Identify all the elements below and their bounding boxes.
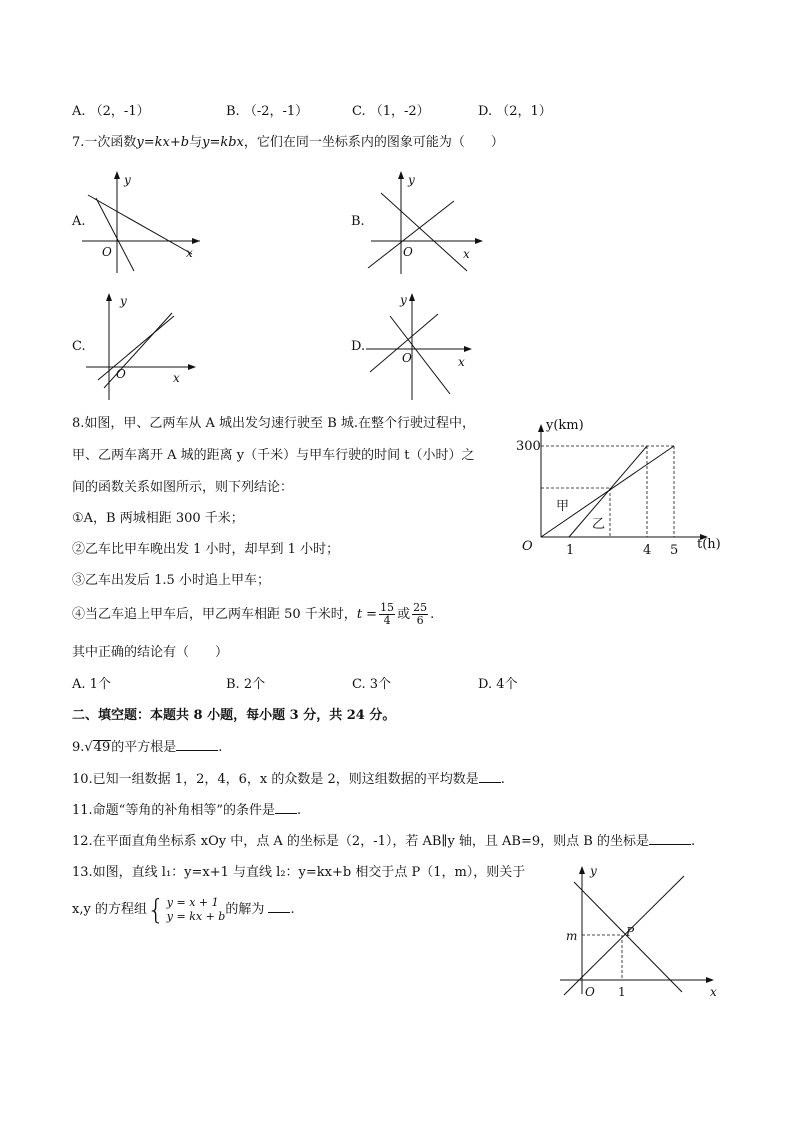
q13-intersection-graph — [556, 862, 736, 1002]
origin-label: O — [116, 367, 126, 381]
line-yi — [569, 446, 647, 537]
series-label-yi: 乙 — [592, 517, 606, 532]
answer-blank — [176, 738, 218, 751]
origin-label: O — [403, 245, 413, 259]
chart-y-tick-300: 300 — [516, 439, 541, 454]
q6-option-d: D. （2，1） — [478, 104, 552, 119]
q10: 10.已知一组数据 1，2，4，6，x 的众数是 2，则这组数据的平均数是 . — [72, 772, 505, 787]
chart-x-label: t(h) — [697, 537, 721, 552]
q8-line2: 甲、乙两车离开 A 城的距离 y（千米）与甲车行驶的时间 t（小时）之 — [72, 448, 475, 463]
q7-graph-a — [82, 168, 212, 278]
q8-distance-time-graph — [514, 412, 744, 562]
q8-line3: 间的函数关系如图所示，则下列结论： — [72, 480, 294, 495]
q6-option-a: A. （2，-1） — [72, 104, 150, 119]
axis-y-label: y — [120, 294, 127, 308]
axis-y-label: y — [400, 293, 407, 307]
fraction-15-4: $\frac{15}{4}$ — [380, 601, 395, 627]
equation-system: y = x + 1 y = kx + b — [166, 895, 226, 923]
axis-x-label: x — [710, 985, 717, 999]
origin-label: O — [585, 985, 595, 999]
answer-blank — [268, 900, 290, 913]
axis-x-label: x — [186, 246, 193, 260]
answer-blank — [479, 770, 501, 783]
origin-label: O — [402, 351, 412, 365]
q7-label-b: B. — [351, 214, 365, 229]
q8-conclusion-3: ③乙车出发后 1.5 小时追上甲车； — [72, 573, 270, 588]
q7-graph-d — [366, 290, 496, 410]
chart-origin: O — [522, 539, 533, 554]
section-2-title: 二、填空题：本题共 8 小题，每小题 3 分，共 24 分。 — [72, 708, 396, 723]
axis-x-label: x — [173, 371, 180, 385]
axis-y-label: y — [590, 864, 597, 878]
q6-option-b: B. （-2，-1） — [226, 104, 309, 119]
q8-option-d: D. 4个 — [478, 677, 518, 692]
q6-option-c: C. （1，-2） — [352, 104, 430, 119]
series-label-jia: 甲 — [556, 499, 570, 514]
q8-line1: 8.如图，甲、乙两车从 A 城出发匀速行驶至 B 城.在整个行驶过程中， — [72, 416, 476, 431]
axis-y-label: y — [124, 173, 131, 187]
chart-x-tick-1: 1 — [566, 543, 575, 558]
answer-blank — [649, 832, 691, 845]
q8-conclusion-2: ②乙车比甲车晚出发 1 小时，却早到 1 小时； — [72, 542, 340, 557]
q7-graph-b — [366, 168, 496, 278]
q7-label-a: A. — [72, 214, 86, 229]
chart-y-label: y(km) — [546, 418, 584, 433]
chart-x-tick-5: 5 — [670, 543, 679, 558]
q8-option-b: B. 2个 — [226, 677, 266, 692]
fraction-25-6: $\frac{25}{6}$ — [413, 601, 428, 627]
chart-x-tick-4: 4 — [643, 543, 652, 558]
m-label: m — [566, 929, 578, 943]
origin-label: O — [102, 245, 112, 259]
q7-graph-c — [86, 290, 216, 410]
axis-y-label: y — [408, 173, 415, 187]
q8-conclusion-4: ④当乙车追上甲车后，甲乙两车相距 50 千米时，t = $\frac{15}{4}$ 或 $\frac{25}{6}$ . — [72, 601, 435, 627]
q8-conclusion-1: ①A，B 两城相距 300 千米； — [72, 511, 244, 526]
axis-x-label: x — [463, 247, 470, 261]
axis-x-label: x — [458, 355, 465, 369]
q12: 12.在平面直角坐标系 xOy 中，点 A 的坐标是（2，-1），若 AB∥y 轴，且 AB=9，则点 B 的坐标是 . — [72, 834, 696, 849]
q8-option-a: A. 1个 — [72, 677, 111, 692]
q8-question: 其中正确的结论有（ ） — [72, 645, 229, 660]
q11: 11.命题“等角的补角相等”的条件是 . — [72, 803, 302, 818]
q7-stem: 7.一次函数y=kx+b与y=kbx，它们在同一坐标系内的图象可能为（ ） — [72, 135, 504, 150]
q7-label-d: D. — [351, 339, 366, 354]
answer-blank — [275, 801, 297, 814]
q7-label-c: C. — [72, 339, 86, 354]
q8-option-c: C. 3个 — [352, 677, 392, 692]
q13-line2: x,y 的方程组{ y = x + 1 y = kx + b 的解为 . — [72, 892, 295, 926]
q13-line1: 13.如图，直线 l₁：y=x+1 与直线 l₂：y=kx+b 相交于点 P（1，m），则关于 — [72, 865, 526, 880]
x-tick-1: 1 — [618, 985, 626, 999]
point-p-label: P — [626, 925, 635, 939]
q9: 9.√49的平方根是 . — [72, 740, 223, 755]
